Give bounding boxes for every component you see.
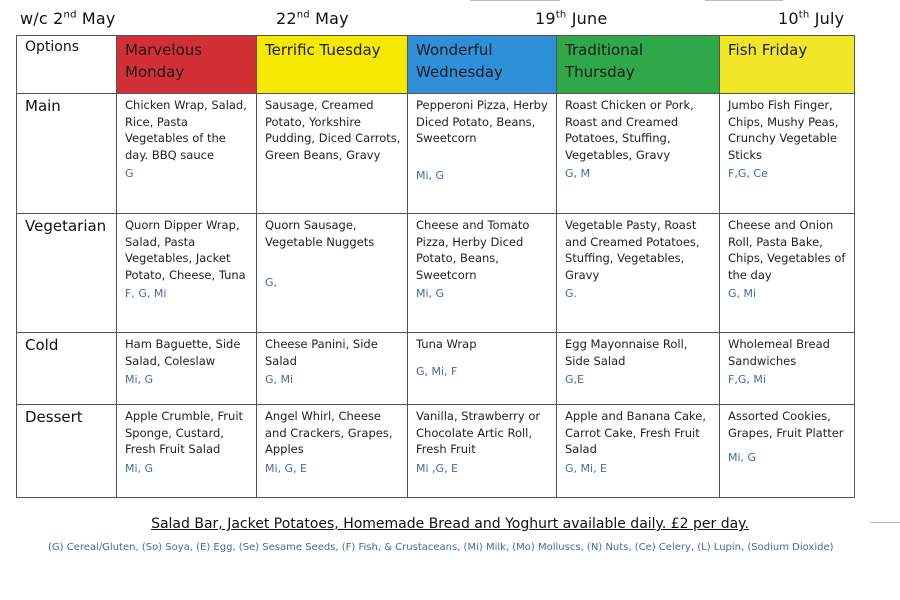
dish-text: Assorted Cookies, Grapes, Fruit Platter xyxy=(728,409,844,440)
menu-cell xyxy=(117,214,257,333)
menu-cell xyxy=(117,94,257,214)
week-label-2: 22nd May xyxy=(276,9,349,28)
allergen-codes: Mi, G xyxy=(728,451,757,464)
row-label-vegetarian: Vegetarian xyxy=(17,214,117,333)
allergen-codes: G,E xyxy=(565,373,584,386)
allergen-codes: G. xyxy=(565,287,578,300)
week-label-1: w/c 2nd May xyxy=(20,9,116,28)
table-row xyxy=(17,214,855,333)
menu-cell xyxy=(117,333,257,405)
dish-text: Apple Crumble, Fruit Sponge, Custard, Fresh Fruit Salad xyxy=(125,409,244,456)
dish-text: Jumbo Fish Finger, Chips, Mushy Peas, Crunchy Vegetable Sticks xyxy=(728,98,839,162)
allergen-codes: G, xyxy=(265,276,278,289)
dish-text: Egg Mayonnaise Roll, Side Salad xyxy=(565,337,688,368)
week-label-4: 10th July xyxy=(778,9,845,28)
dish-text: Cheese and Tomato Pizza, Herby Diced Potato, Beans, Sweetcorn xyxy=(416,218,530,282)
menu-cell xyxy=(557,333,720,405)
day-header-wednesday: Wonderful Wednesday xyxy=(408,36,557,94)
dish-text: Vanilla, Strawberry or Chocolate Artic Roll, Fresh Fruit xyxy=(416,409,541,456)
allergen-key: (G) Cereal/Gluten, (So) Soya, (E) Egg, (Se) Sesame Seeds, (F) Fish, & Crustaceans, (Mi) Milk, (Mo) Molluscs, (N) Nuts, (Ce) Celery, (L) Lupin, (Sodium Dioxide) xyxy=(48,542,834,553)
week-label-3: 19th June xyxy=(535,9,608,28)
header-row xyxy=(17,36,855,94)
row-label-cold: Cold xyxy=(17,333,117,405)
menu-cell xyxy=(257,405,408,498)
allergen-codes: Mi, G xyxy=(416,168,445,182)
menu-cell xyxy=(557,214,720,333)
table-row xyxy=(17,94,855,214)
dish-text: Angel Whirl, Cheese and Crackers, Grapes, Apples xyxy=(265,409,393,456)
scan-line xyxy=(470,0,560,1)
dish-text: Quorn Sausage, Vegetable Nuggets xyxy=(265,218,375,249)
allergen-codes: Mi, G xyxy=(125,461,154,475)
day-header-tuesday: Terrific Tuesday xyxy=(257,36,408,94)
dish-text: Pepperoni Pizza, Herby Diced Potato, Beans, Sweetcorn xyxy=(416,98,548,145)
dish-text: Quorn Dipper Wrap, Salad, Pasta Vegetables, Jacket Potato, Cheese, Tuna xyxy=(125,218,246,282)
row-label-main: Main xyxy=(17,94,117,214)
menu-cell xyxy=(408,333,557,405)
day-header-monday: Marvelous Monday xyxy=(117,36,257,94)
dish-text: Vegetable Pasty, Roast and Creamed Potatoes, Stuffing, Vegetables, Gravy xyxy=(565,218,700,282)
allergen-codes: G, Mi, F xyxy=(416,364,458,378)
menu-cell xyxy=(720,214,855,333)
table-row xyxy=(17,405,855,498)
menu-cell xyxy=(720,405,855,498)
menu-cell xyxy=(557,405,720,498)
dish-text: Sausage, Creamed Potato, Yorkshire Pudding, Diced Carrots, Green Beans, Gravy xyxy=(265,98,401,162)
allergen-codes: Mi, G xyxy=(125,373,154,386)
footer-note-text: Salad Bar, Jacket Potatoes, Homemade Bread and Yoghurt available daily. £2 per day. xyxy=(151,516,749,532)
allergen-codes: Mi, G xyxy=(416,287,445,300)
menu-cell xyxy=(408,214,557,333)
menu-cell xyxy=(408,94,557,214)
dish-text: Wholemeal Bread Sandwiches xyxy=(728,337,830,368)
footer-note xyxy=(0,516,900,532)
allergen-codes: F, G, Mi xyxy=(125,287,167,300)
dish-text: Cheese and Onion Roll, Pasta Bake, Chips, Vegetables of the day xyxy=(728,218,846,282)
table-row xyxy=(17,333,855,405)
dish-text: Apple and Banana Cake, Carrot Cake, Fresh Fruit Salad xyxy=(565,409,707,456)
scan-line xyxy=(705,0,783,1)
menu-cell xyxy=(720,94,855,214)
dish-text: Ham Baguette, Side Salad, Coleslaw xyxy=(125,337,241,368)
allergen-codes: G, Mi xyxy=(728,287,757,300)
allergen-codes: G, M xyxy=(565,167,591,180)
allergen-codes: Mi, G, E xyxy=(265,461,308,475)
allergen-codes: G, Mi xyxy=(265,373,294,386)
menu-cell xyxy=(117,405,257,498)
allergen-codes: G xyxy=(125,167,134,180)
menu-cell xyxy=(257,214,408,333)
menu-table xyxy=(16,35,855,498)
allergen-codes: Mi ,G, E xyxy=(416,461,459,475)
row-label-dessert: Dessert xyxy=(17,405,117,498)
day-header-friday: Fish Friday xyxy=(720,36,855,94)
dish-text: Chicken Wrap, Salad, Rice, Pasta Vegetables of the day. BBQ sauce xyxy=(125,98,247,162)
allergen-codes: F,G, Mi xyxy=(728,373,766,386)
dish-text: Roast Chicken or Pork, Roast and Creamed Potatoes, Stuffing, Vegetables, Gravy xyxy=(565,98,694,162)
dish-text: Cheese Panini, Side Salad xyxy=(265,337,378,368)
allergen-codes: G, Mi, E xyxy=(565,461,608,475)
allergen-codes: F,G, Ce xyxy=(728,167,768,180)
menu-cell xyxy=(257,333,408,405)
menu-cell xyxy=(557,94,720,214)
day-header-thursday: Traditional Thursday xyxy=(557,36,720,94)
menu-cell xyxy=(720,333,855,405)
menu-cell xyxy=(257,94,408,214)
options-header: Options xyxy=(17,36,117,94)
dish-text: Tuna Wrap xyxy=(416,337,477,351)
menu-cell xyxy=(408,405,557,498)
